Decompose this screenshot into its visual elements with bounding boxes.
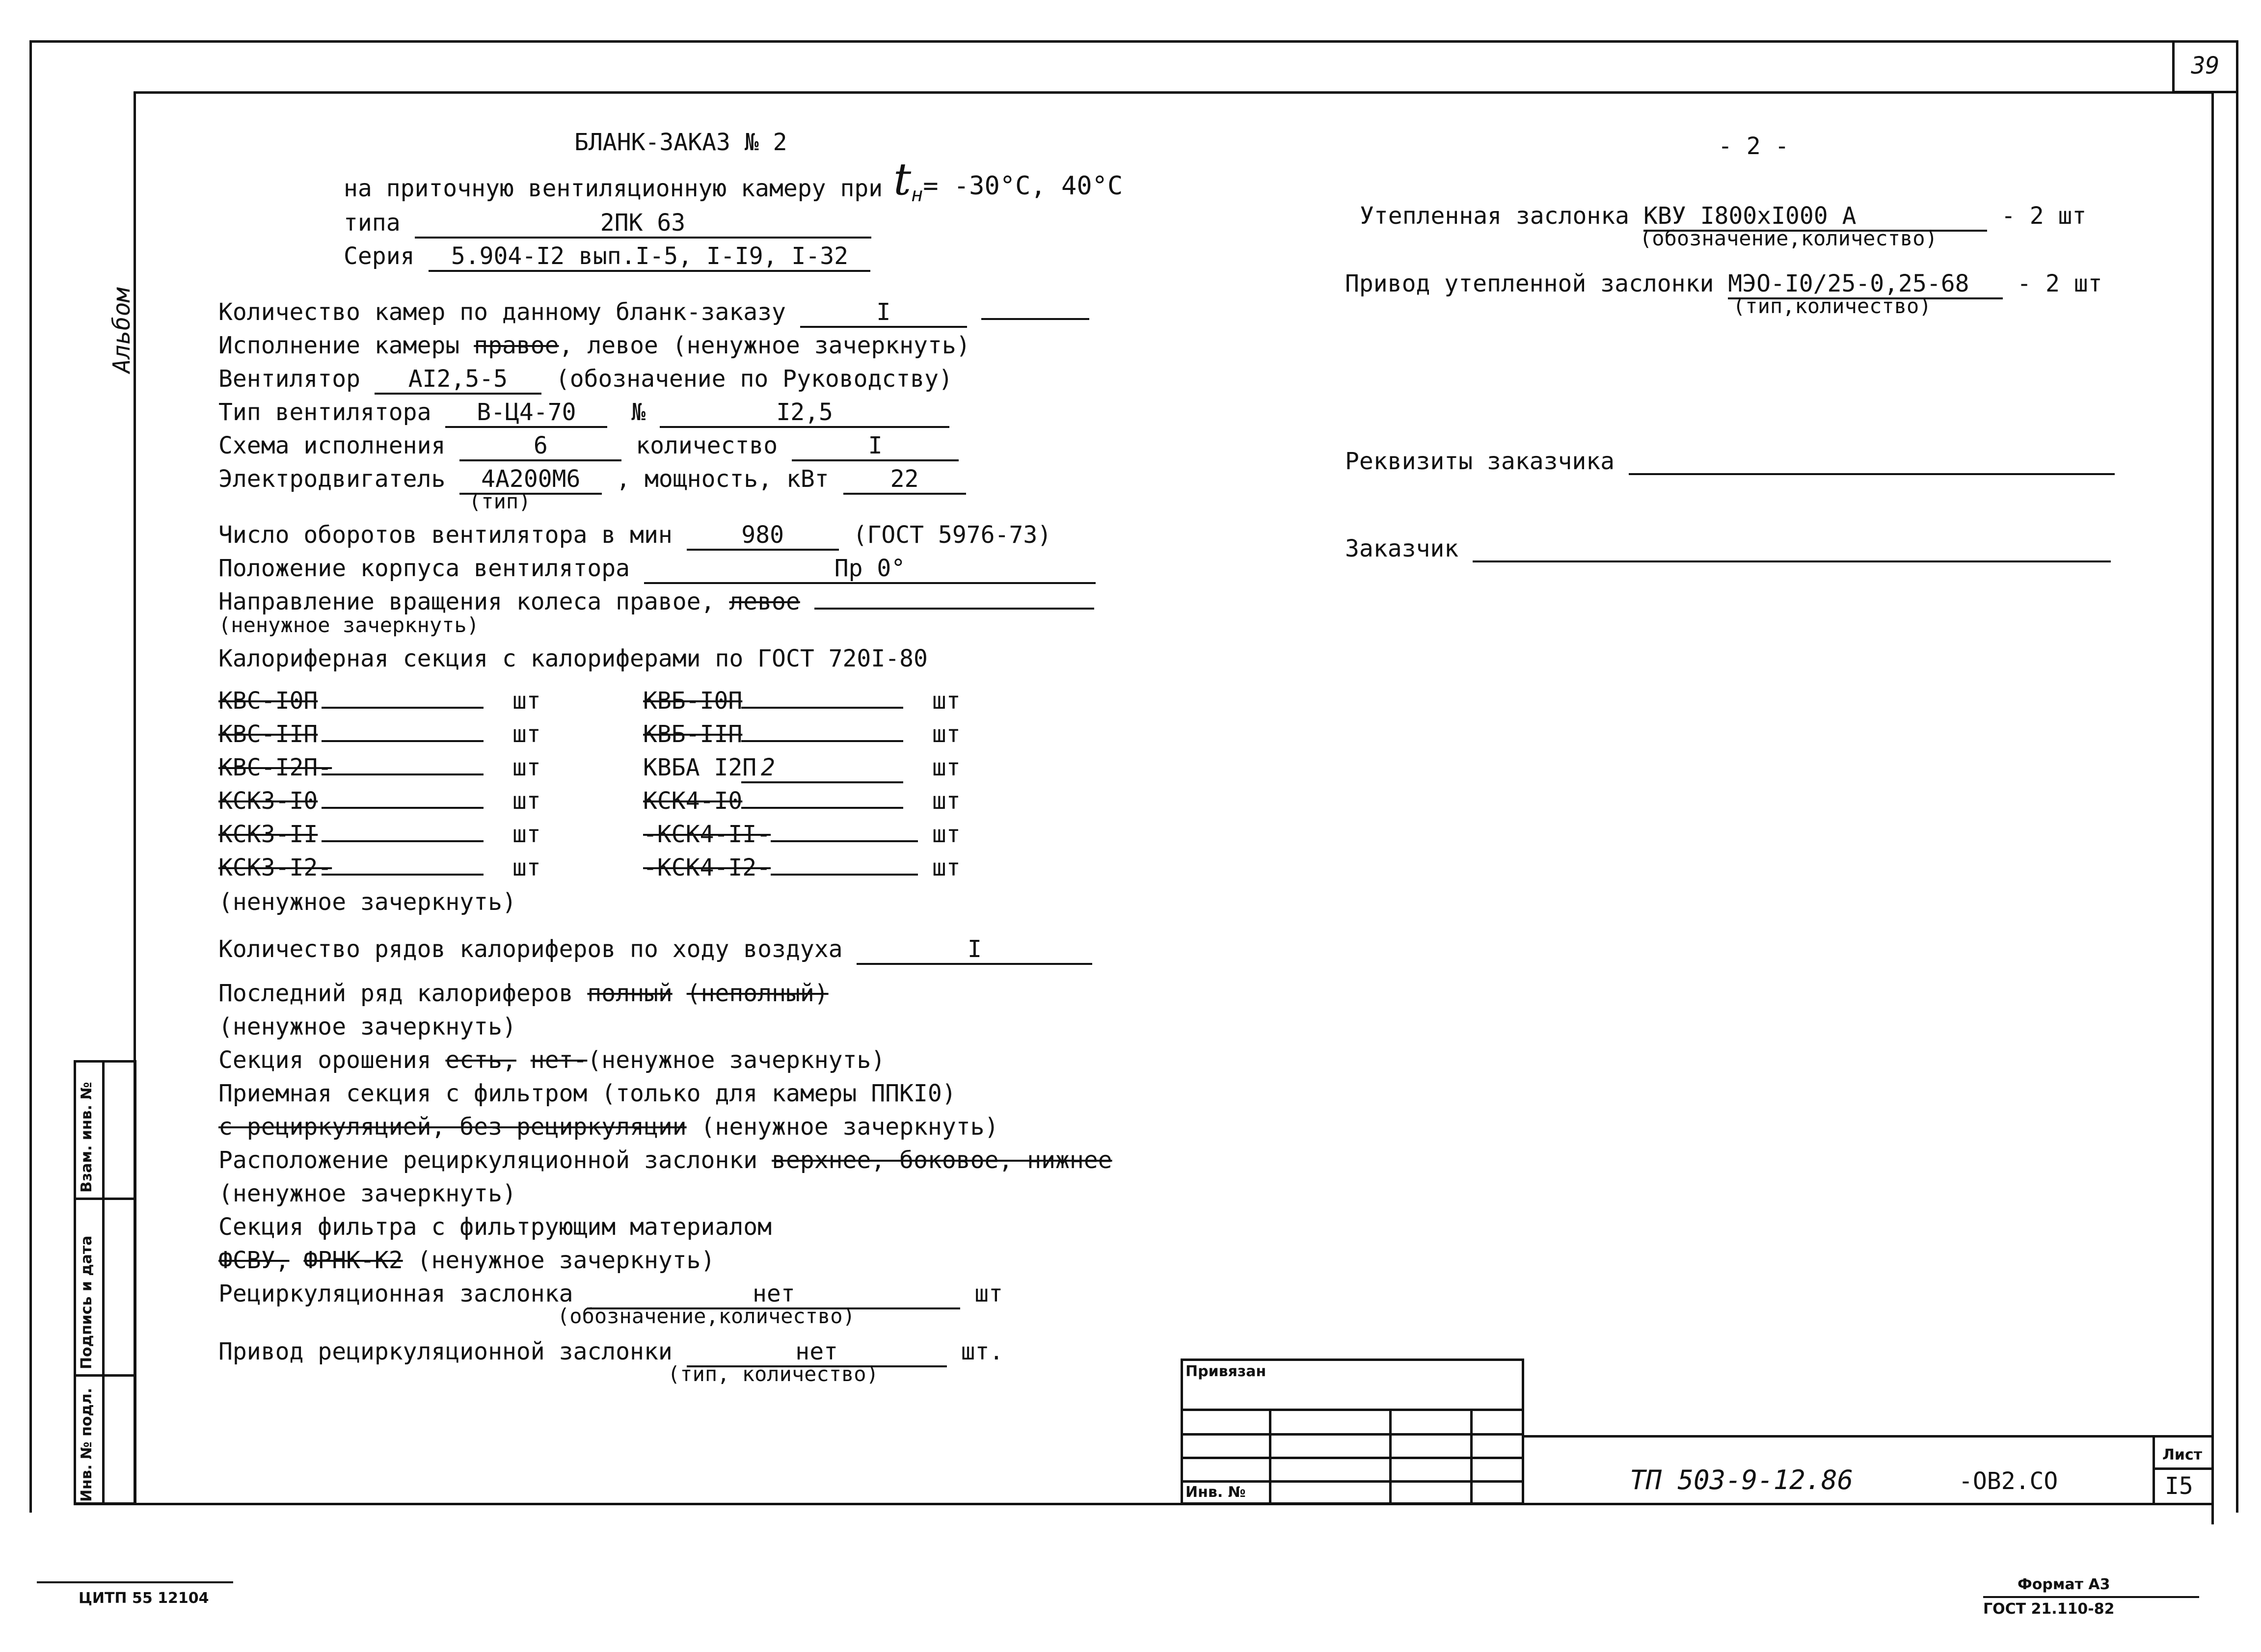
heater-unit: шт [932, 687, 961, 715]
heater-unit: шт [512, 687, 541, 715]
chambers-count-value: I [800, 298, 967, 328]
fan-row [218, 365, 953, 395]
footer-rule [37, 1581, 233, 1583]
inner-right-border [2211, 91, 2214, 1524]
corner-sheet-number: 39 [2191, 52, 2220, 80]
sheet-label: Лист [2162, 1446, 2203, 1464]
outer-right-border [2236, 40, 2238, 1513]
customer-row [1345, 535, 2111, 562]
temperature-expression [893, 154, 1123, 213]
last-row-struck-1: полный [587, 980, 673, 1007]
side-stamp-row-line-2 [74, 1374, 136, 1377]
power-value: 22 [843, 465, 966, 495]
recirc-drive-row [218, 1338, 1003, 1367]
rows-label: Количество рядов калориферов по ходу воздуха [218, 935, 843, 963]
bound-stamp-line-3 [1181, 1457, 1524, 1459]
insulated-sub: (обозначение,количество) [1640, 226, 1938, 250]
form-subtitle: на приточную вентиляционную камеру при [344, 175, 883, 202]
temp-symbol: t [893, 154, 912, 205]
heater-name: КСК3-I2- [218, 854, 332, 881]
fan-value: АI2,5-5 [375, 365, 541, 395]
heater-section-label: Калориферная секция с калориферами по ГОСТ 720I-80 [218, 645, 928, 672]
side-stamp-divider [102, 1060, 105, 1505]
heaters-left-column [218, 687, 541, 887]
outer-left-border [29, 40, 32, 1513]
fan-label: Вентилятор [218, 365, 360, 393]
recirc-pos-label: Расположение рециркуляционной заслонки [218, 1146, 758, 1174]
heater-qty: 2 [741, 754, 903, 783]
heater-row [643, 821, 961, 854]
heaters-right-column [643, 687, 961, 887]
heater-qty [322, 773, 484, 775]
rotation-row [218, 588, 1094, 615]
irrigation-struck-1: есть, [445, 1046, 516, 1074]
album-label: Альбом [108, 288, 135, 373]
heater-name: КВС-IIП [218, 720, 318, 748]
recirc-damper-unit: шт [974, 1280, 1003, 1307]
heater-row [218, 854, 541, 887]
heater-unit: шт [932, 821, 961, 848]
title-block-sheet-divider [2153, 1435, 2155, 1505]
housing-row [218, 555, 1096, 584]
heater-name: КВБ-I0П [643, 687, 743, 715]
intake-row [218, 1113, 998, 1141]
inner-top-border [134, 91, 2213, 94]
requisites-blank [1629, 449, 2115, 475]
heater-name: КВС-I0П [218, 687, 318, 715]
heaters-note: (ненужное зачеркнуть) [218, 888, 516, 916]
bound-stamp-box [1181, 1359, 1524, 1505]
heater-qty [771, 840, 918, 842]
bound-stamp-line-1 [1181, 1409, 1524, 1411]
recirc-pos-struck: верхнее, боковое, нижнее [772, 1146, 1112, 1174]
drive-sub: (тип,количество) [1733, 294, 1932, 318]
heater-qty [322, 840, 484, 842]
rpm-label: Число оборотов вентилятора в мин [218, 521, 673, 549]
filter-note: (ненужное зачеркнуть) [417, 1247, 715, 1274]
type-value: 2ПК 63 [415, 209, 871, 239]
heater-unit: шт [512, 821, 541, 848]
heater-name: КВБА I2П [643, 754, 757, 781]
rotation-label: Направление вращения колеса правое, [218, 588, 715, 615]
side-stamp-row-line-1 [74, 1198, 136, 1200]
heater-unit: шт [932, 720, 961, 748]
temp-subscript: н [911, 183, 923, 206]
heater-row [218, 687, 541, 720]
heater-unit: шт [512, 754, 541, 781]
heater-unit: шт [512, 854, 541, 881]
heater-unit: шт [512, 787, 541, 815]
inner-bottom-border [74, 1503, 2214, 1505]
recirc-damper-sub: (обозначение,количество) [557, 1304, 855, 1328]
customer-blank [1473, 536, 2111, 562]
execution-struck: правое [474, 332, 559, 359]
filter-label: Секция фильтра с фильтрующим материалом [218, 1213, 772, 1241]
heater-row [643, 754, 961, 787]
irrigation-row [218, 1046, 885, 1074]
rotation-struck: левое [729, 588, 800, 615]
motor-row [218, 465, 966, 495]
fan-no-label: № [631, 399, 646, 426]
rotation-note: (ненужное зачеркнуть) [218, 613, 480, 637]
bound-label: Привязан [1185, 1363, 1266, 1380]
rpm-gost: (ГОСТ 5976-73) [853, 521, 1052, 549]
heater-qty [741, 707, 903, 709]
rotation-blank [814, 608, 1094, 610]
footer-left-code: ЦИТП 55 12104 [79, 1590, 209, 1607]
motor-sub: (тип) [469, 489, 531, 513]
heater-qty [741, 807, 903, 809]
bound-stamp-vline-2 [1389, 1409, 1392, 1505]
heater-name: КСК3-I0 [218, 787, 318, 815]
heater-unit: шт [932, 787, 961, 815]
motor-label: Электродвигатель [218, 465, 446, 493]
housing-label: Положение корпуса вентилятора [218, 555, 630, 582]
irrigation-struck-2: нет- [530, 1046, 588, 1074]
intake-label: Приемная секция с фильтром (только для камеры ППКI0) [218, 1080, 956, 1107]
recirc-damper-label: Рециркуляционная заслонка [218, 1280, 573, 1307]
last-row-row [218, 980, 829, 1007]
heater-row [643, 787, 961, 821]
quantity-label: количество [636, 432, 778, 459]
customer-label: Заказчик [1345, 535, 1459, 562]
intake-struck: с рециркуляцией, без рециркуляции [218, 1113, 687, 1141]
drive-value: МЭО-I0/25-0,25-68 [1728, 270, 2003, 299]
heater-name: -КСК4-II- [643, 821, 771, 848]
heater-row [218, 720, 541, 754]
heater-name: КСК4-I0 [643, 787, 743, 815]
quantity-value: I [792, 432, 959, 461]
bound-stamp-vline-1 [1269, 1409, 1271, 1505]
heater-row [643, 720, 961, 754]
last-row-label: Последний ряд калориферов [218, 980, 573, 1007]
recirc-drive-label: Привод рециркуляционной заслонки [218, 1338, 673, 1365]
heater-qty [322, 740, 484, 742]
heater-name: КСК3-II [218, 821, 318, 848]
heater-unit: шт [932, 854, 961, 881]
series-label: Серия [344, 242, 415, 270]
fan-no-value: I2,5 [660, 399, 949, 428]
recirc-drive-value: нет [687, 1338, 947, 1367]
heater-qty [322, 874, 484, 876]
heater-qty [741, 740, 903, 742]
intake-note: (ненужное зачеркнуть) [686, 1113, 999, 1141]
doc-code: ТП 503-9-12.86 [1630, 1465, 1854, 1495]
temp-values: = -30°С, 40°С [923, 171, 1123, 201]
filter-row [218, 1247, 715, 1274]
execution-rest: , левое (ненужное зачеркнуть) [559, 332, 970, 359]
side-stamp-label-replace: Взам. инв. № [78, 1082, 95, 1193]
recirc-damper-value: нет [587, 1280, 960, 1309]
fan-type-row [218, 399, 949, 428]
title-block-top-line [1524, 1435, 2211, 1438]
heater-row [218, 821, 541, 854]
irrigation-label: Секция орошения [218, 1046, 431, 1074]
drive-qty: - 2 шт [2017, 270, 2102, 297]
requisites-label: Реквизиты заказчика [1345, 448, 1615, 475]
heater-row [218, 787, 541, 821]
filter-struck-1: ФСВУ, [218, 1247, 290, 1274]
rows-row [218, 935, 1092, 965]
scheme-row [218, 432, 959, 461]
heater-name: КВС-I2П- [218, 754, 332, 781]
side-stamp-label-inv: Инв. № подл. [78, 1387, 95, 1502]
heater-row [643, 854, 961, 887]
rows-value: I [857, 935, 1092, 965]
scheme-label: Схема исполнения [218, 432, 446, 459]
execution-row [218, 332, 970, 359]
doc-suffix: -ОВ2.СО [1959, 1467, 2058, 1495]
inv-label: Инв. № [1185, 1484, 1246, 1501]
series-row [344, 242, 870, 272]
housing-value: Пр 0° [644, 555, 1096, 584]
fan-type-value: В-Ц4-70 [445, 399, 607, 428]
footer-right-rule [1983, 1596, 2199, 1598]
heater-row [218, 754, 541, 787]
chambers-count-label: Количество камер по данному бланк-заказу [218, 298, 786, 326]
chambers-count-row [218, 298, 1089, 328]
fan-type-label: Тип вентилятора [218, 399, 431, 426]
title-block-sheet-line [2153, 1467, 2211, 1470]
recirc-pos-note: (ненужное зачеркнуть) [218, 1180, 516, 1207]
motor-value: 4А200М6 [459, 465, 602, 495]
bound-stamp-vline-3 [1470, 1409, 1473, 1505]
rpm-row [218, 521, 1051, 551]
insulated-value: КВУ I800хI000 А [1643, 202, 1987, 232]
power-label: , мощность, кВт [616, 465, 829, 493]
heater-name: -КСК4-I2- [643, 854, 771, 881]
chambers-count-blank [981, 318, 1089, 320]
insulated-qty: - 2 шт [2001, 202, 2087, 230]
last-row-note: (ненужное зачеркнуть) [218, 1013, 516, 1040]
heater-row [643, 687, 961, 720]
irrigation-note: (ненужное зачеркнуть) [587, 1046, 886, 1074]
form-title: БЛАНК-ЗАКАЗ № 2 [574, 129, 787, 156]
recirc-drive-unit: шт. [961, 1338, 1004, 1365]
heater-qty [771, 874, 918, 876]
series-value: 5.904-I2 вып.I-5, I-I9, I-32 [429, 242, 870, 272]
rpm-value: 980 [687, 521, 839, 551]
fan-note: (обозначение по Руководству) [555, 365, 953, 393]
recirc-pos-row [218, 1146, 1112, 1174]
requisites-row [1345, 448, 2115, 475]
scheme-value: 6 [459, 432, 621, 461]
bound-stamp-line-2 [1181, 1433, 1524, 1436]
footer-gost: ГОСТ 21.110-82 [1983, 1600, 2115, 1618]
side-stamp-label-signature: Подпись и дата [78, 1235, 95, 1369]
page-marker: - 2 - [1718, 133, 1789, 160]
type-row [344, 209, 871, 239]
heater-qty [322, 707, 484, 709]
heater-name: КВБ-IIП [643, 720, 743, 748]
bound-stamp-line-4 [1181, 1480, 1524, 1483]
drive-label: Привод утепленной заслонки [1345, 270, 1714, 297]
outer-top-border [29, 40, 2238, 43]
filter-struck-2: ФРНК-К2 [303, 1247, 403, 1274]
heater-unit: шт [932, 754, 961, 781]
heater-qty [322, 807, 484, 809]
last-row-struck-2: (неполный) [686, 980, 829, 1007]
execution-label: Исполнение камеры [218, 332, 460, 359]
type-label: типа [344, 209, 401, 237]
insulated-label: Утепленная заслонка [1360, 202, 1630, 230]
recirc-drive-sub: (тип, количество) [668, 1362, 879, 1386]
heater-unit: шт [512, 720, 541, 748]
insulated-drive-row [1345, 270, 2102, 299]
sheet-value: I5 [2165, 1472, 2193, 1500]
footer-format: Формат А3 [2018, 1576, 2110, 1593]
